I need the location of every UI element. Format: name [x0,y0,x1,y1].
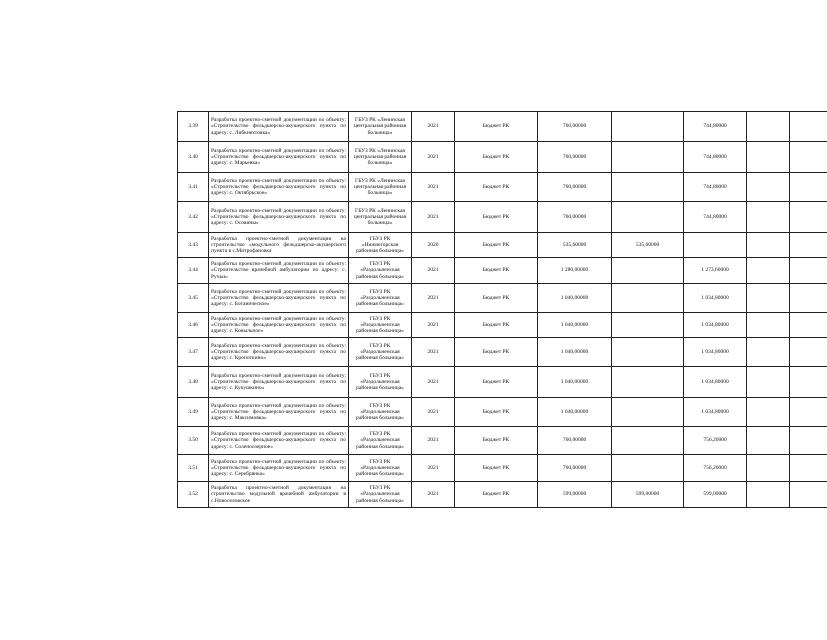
row-amount-2020 [612,173,684,202]
row-organization: ГБУЗ РК «Раздольненская районная больница» [349,455,412,482]
row-empty-cell [790,482,827,508]
row-organization: ГБУЗ РК «Нижнегорская районная больница» [349,233,412,258]
table-row [178,482,827,508]
row-description: Разработка проектно-сметной документации по объекту: «Строительство фельдшерско-акушерского пункта по адресу: с. Либкнехтовка» [209,112,349,142]
row-amount-total: 760,00000 [538,202,612,233]
row-organization: ГБУЗ РК «Раздольненская районная больница» [349,398,412,427]
row-description: Разработка проектно-сметной документации по объекту: «Строительство фельдшерско-акушерского пункта по адресу: с. Осовины» [209,202,349,233]
row-number: 3.48 [178,367,209,398]
row-number: 3.52 [178,482,209,508]
row-number: 3.44 [178,258,209,284]
row-amount-extra [747,367,790,398]
row-amount-2021: 744,80000 [684,112,747,142]
row-amount-2020 [612,338,684,367]
row-description: Разработка проектно-сметной документации на строительство «модульного фельдшерско-акушерского пункта в с.Митрофановка [209,233,349,258]
row-amount-2021: 756,20000 [684,455,747,482]
row-year: 2021 [412,258,455,284]
row-empty-cell [790,313,827,338]
row-organization: ГБУЗ РК «Ленинская центральная районная больница» [349,112,412,142]
row-amount-2021: 1 034,80000 [684,398,747,427]
row-amount-extra [747,233,790,258]
row-empty-cell [790,233,827,258]
row-empty-cell [790,427,827,455]
row-funding-source: Бюджет РК [455,233,538,258]
row-number: 3.39 [178,112,209,142]
row-number: 3.43 [178,233,209,258]
table-row [178,313,827,338]
table-row [178,142,827,173]
table-row [178,427,827,455]
row-amount-total: 760,00000 [538,112,612,142]
row-number: 3.51 [178,455,209,482]
row-empty-cell [790,338,827,367]
row-description: Разработка проектно-сметной документации по объекту: «Строительство врачебной амбулатории по адресу: с. Ручьи» [209,258,349,284]
row-year: 2021 [412,284,455,313]
table-row [178,398,827,427]
table-row [178,112,827,142]
row-description: Разработка проектно-сметной документации по объекту: «Строительство фельдшерско-акушерского пункта по адресу: с. Кропоткино» [209,338,349,367]
row-amount-extra [747,427,790,455]
table-row [178,202,827,233]
row-organization: ГБУЗ РК «Раздольненская районная больница» [349,427,412,455]
row-amount-total: 760,00000 [538,173,612,202]
row-amount-2020 [612,398,684,427]
row-amount-2021: 744,80000 [684,202,747,233]
row-description: Разработка проектно-сметной документации по объекту: «Строительство фельдшерско-акушерского пункта по адресу: с. Ковыльное» [209,313,349,338]
row-amount-extra [747,338,790,367]
table-row [178,455,827,482]
row-amount-2021: 1 034,80000 [684,284,747,313]
row-number: 3.46 [178,313,209,338]
row-funding-source: Бюджет РК [455,427,538,455]
row-empty-cell [790,112,827,142]
row-empty-cell [790,173,827,202]
row-funding-source: Бюджет РК [455,284,538,313]
row-year: 2021 [412,142,455,173]
row-year: 2021 [412,367,455,398]
row-description: Разработка проектно-сметной документации по объекту: «Строительство фельдшерско-акушерского пункта по адресу: с. Октябрьское» [209,173,349,202]
table-row [178,258,827,284]
row-empty-cell [790,258,827,284]
row-amount-2021: 744,80000 [684,142,747,173]
row-number: 3.49 [178,398,209,427]
row-year: 2021 [412,482,455,508]
row-empty-cell [790,284,827,313]
row-funding-source: Бюджет РК [455,338,538,367]
row-description: Разработка проектно-сметной документации по объекту: «Строительство фельдшерско-акушерского пункта по адресу: с. Кукушкино» [209,367,349,398]
row-amount-total: 1 040,00000 [538,313,612,338]
row-organization: ГБУЗ РК «Раздольненская районная больница» [349,367,412,398]
row-number: 3.41 [178,173,209,202]
row-funding-source: Бюджет РК [455,173,538,202]
row-amount-2021: 756,20000 [684,427,747,455]
row-year: 2021 [412,455,455,482]
row-amount-total: 760,00000 [538,455,612,482]
row-number: 3.47 [178,338,209,367]
row-number: 3.45 [178,284,209,313]
row-amount-extra [747,482,790,508]
row-amount-2020: 535,60000 [612,233,684,258]
row-amount-total: 760,00000 [538,142,612,173]
row-year: 2021 [412,173,455,202]
row-amount-2020: 599,00000 [612,482,684,508]
row-amount-extra [747,112,790,142]
row-description: Разработка проектно-сметной документации на строительство модульной врачебной амбулатории в с.Новоселовское [209,482,349,508]
row-amount-2021: 1 034,80000 [684,338,747,367]
row-funding-source: Бюджет РК [455,398,538,427]
row-amount-total: 535,60000 [538,233,612,258]
row-organization: ГБУЗ РК «Ленинская центральная районная больница» [349,202,412,233]
row-year: 2021 [412,202,455,233]
table-row [178,233,827,258]
row-description: Разработка проектно-сметной документации по объекту: «Строительство фельдшерско-акушерского пункта по адресу: с. Серебрянка» [209,455,349,482]
row-year: 2021 [412,313,455,338]
row-amount-2021 [684,233,747,258]
row-year: 2021 [412,338,455,367]
row-amount-total: 1 040,00000 [538,284,612,313]
row-amount-2021: 744,80000 [684,173,747,202]
row-organization: ГБУЗ РК «Ленинская центральная районная больница» [349,173,412,202]
row-amount-extra [747,258,790,284]
row-funding-source: Бюджет РК [455,112,538,142]
table-body [178,112,827,508]
row-funding-source: Бюджет РК [455,313,538,338]
row-description: Разработка проектно-сметной документации по объекту: «Строительство фельдшерско-акушерского пункта по адресу: с. Максимовка» [209,398,349,427]
row-number: 3.42 [178,202,209,233]
row-number: 3.50 [178,427,209,455]
row-year: 2021 [412,112,455,142]
row-amount-extra [747,398,790,427]
row-amount-2021: 1 273,60000 [684,258,747,284]
row-amount-2020 [612,427,684,455]
row-funding-source: Бюджет РК [455,455,538,482]
row-amount-2021: 599,00000 [684,482,747,508]
row-amount-extra [747,284,790,313]
row-amount-extra [747,313,790,338]
row-amount-2020 [612,258,684,284]
row-organization: ГБУЗ РК «Раздольненская районная больница» [349,313,412,338]
row-organization: ГБУЗ РК «Раздольненская районная больница» [349,284,412,313]
table-row [178,284,827,313]
row-amount-extra [747,142,790,173]
row-organization: ГБУЗ РК «Раздольненская районная больница» [349,482,412,508]
row-amount-2020 [612,455,684,482]
row-empty-cell [790,202,827,233]
row-organization: ГБУЗ РК «Раздольненская районная больница» [349,338,412,367]
row-description: Разработка проектно-сметной документации по объекту: «Строительство фельдшерско-акушерского пункта по адресу: с. Марьевка» [209,142,349,173]
row-amount-2021: 1 034,80000 [684,367,747,398]
row-description: Разработка проектно-сметной документации по объекту: «Строительство фельдшерско-акушерского пункта по адресу: с. Ботаническое» [209,284,349,313]
row-amount-total: 599,00000 [538,482,612,508]
row-year: 2021 [412,398,455,427]
row-funding-source: Бюджет РК [455,482,538,508]
row-funding-source: Бюджет РК [455,258,538,284]
row-funding-source: Бюджет РК [455,367,538,398]
row-amount-2021: 1 034,80000 [684,313,747,338]
row-funding-source: Бюджет РК [455,202,538,233]
row-organization: ГБУЗ РК «Раздольненская районная больница» [349,258,412,284]
row-description: Разработка проектно-сметной документации по объекту: «Строительство фельдшерско-акушерского пункта по адресу: с. Соленоозерное» [209,427,349,455]
row-amount-2020 [612,313,684,338]
budget-table [177,111,827,508]
row-amount-2020 [612,112,684,142]
row-empty-cell [790,398,827,427]
table-row [178,173,827,202]
row-funding-source: Бюджет РК [455,142,538,173]
table-row [178,367,827,398]
row-empty-cell [790,455,827,482]
row-amount-extra [747,202,790,233]
row-amount-2020 [612,202,684,233]
table-row [178,338,827,367]
row-amount-total: 1 280,00000 [538,258,612,284]
row-amount-total: 1 040,00000 [538,367,612,398]
row-empty-cell [790,142,827,173]
row-amount-2020 [612,142,684,173]
row-year: 2021 [412,427,455,455]
row-number: 3.40 [178,142,209,173]
row-amount-total: 1 040,00000 [538,338,612,367]
row-amount-2020 [612,367,684,398]
row-amount-2020 [612,284,684,313]
row-empty-cell [790,367,827,398]
row-amount-extra [747,455,790,482]
row-amount-total: 1 040,00000 [538,398,612,427]
row-organization: ГБУЗ РК «Ленинская центральная районная больница» [349,142,412,173]
row-year: 2020 [412,233,455,258]
row-amount-extra [747,173,790,202]
row-amount-total: 760,00000 [538,427,612,455]
